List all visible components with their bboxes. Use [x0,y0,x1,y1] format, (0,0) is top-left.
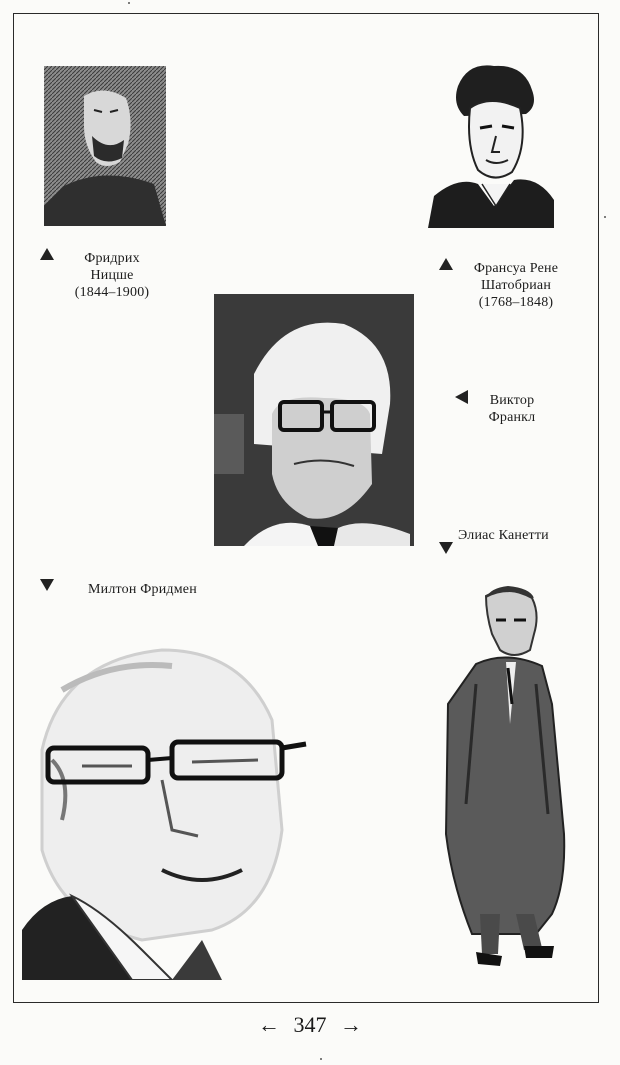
prev-arrow-icon: ← [258,1012,280,1037]
caption-chateaubriand [452,260,580,311]
caption-chateaubriand-surname: Шатобриан [480,278,552,293]
caption-frankl [472,392,552,426]
caption-chateaubriand-years: (1768–1848) [478,295,554,310]
caption-frankl-surname: Франкл [488,410,536,425]
caption-frankl-name: Виктор [489,393,535,408]
scan-speck [128,2,130,4]
caption-chateaubriand-name: Франсуа Рене [473,261,559,276]
caption-friedman [88,581,228,598]
scan-speck [320,1058,322,1060]
next-arrow-icon: → [340,1012,362,1037]
portrait-friedman [22,630,322,980]
caption-friedman-name: Милтон Фридмен [88,582,197,597]
scan-speck [604,216,606,218]
caption-nietzsche [52,250,172,301]
caption-nietzsche-years: (1844–1900) [74,285,150,300]
portrait-canetti [436,584,572,976]
caption-nietzsche-name: Фридрих [84,251,140,266]
up-triangle-icon [439,258,453,270]
caption-canetti-name: Элиас Канетти [458,528,549,543]
page-number: 347 [293,1012,327,1037]
page-number-line [0,1012,620,1038]
portrait-nietzsche [44,66,166,226]
caption-canetti [458,527,578,544]
portrait-frankl [214,294,414,546]
down-triangle-icon [40,579,54,591]
caption-nietzsche-surname: Ницше [90,268,134,283]
left-triangle-icon [455,390,468,404]
portrait-chateaubriand [428,56,554,228]
down-triangle-icon [439,542,453,554]
